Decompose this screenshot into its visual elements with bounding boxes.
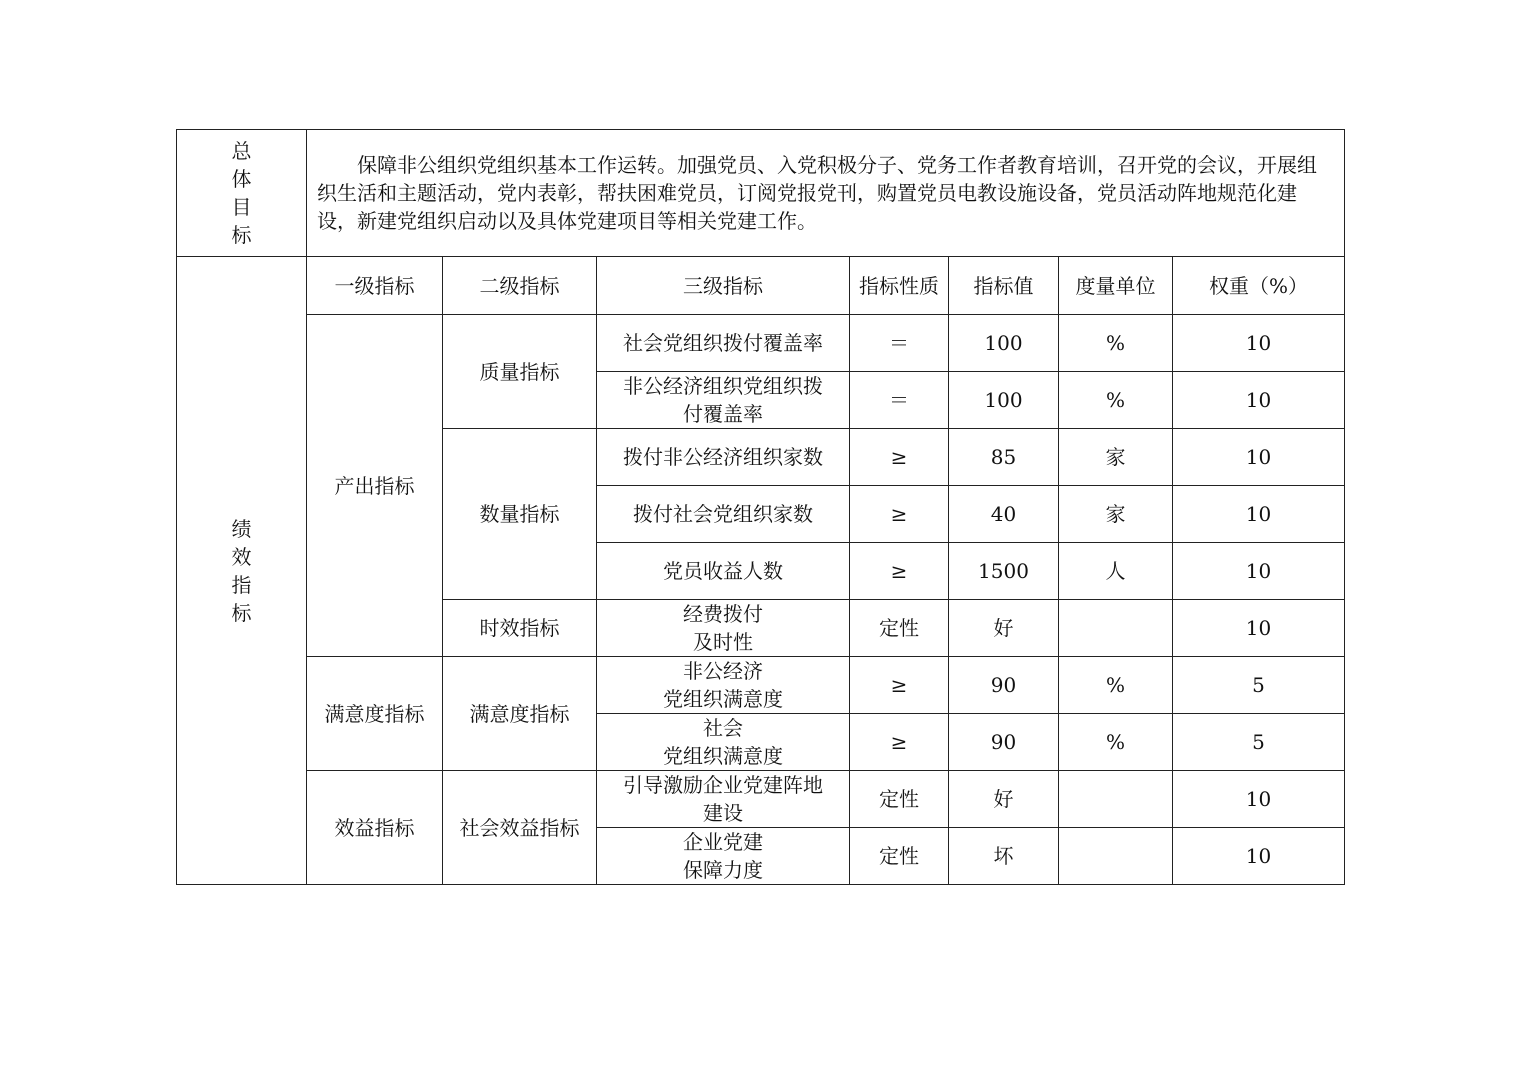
indicators-label-char: 效	[231, 544, 252, 569]
level3-cell	[597, 600, 850, 657]
level2-quantity: 数量指标	[443, 429, 597, 600]
value-cell: 100	[949, 315, 1059, 372]
level2-quality: 质量指标	[443, 315, 597, 429]
level3-line: 及时性	[693, 630, 753, 654]
header-value: 指标值	[949, 257, 1059, 315]
level3-line: 党组织满意度	[663, 744, 783, 768]
weight-cell: 10	[1173, 543, 1345, 600]
level3-line: 建设	[703, 801, 743, 825]
unit-cell	[1059, 600, 1173, 657]
header-nature: 指标性质	[850, 257, 949, 315]
goal-label-char: 体	[231, 167, 252, 191]
unit-cell: %	[1059, 315, 1173, 372]
goal-label-char: 目	[231, 195, 252, 219]
weight-cell: 10	[1173, 771, 1345, 828]
value-cell: 90	[949, 714, 1059, 771]
level3-cell	[597, 372, 850, 429]
nature-cell: ＝	[850, 315, 949, 372]
unit-cell: 家	[1059, 486, 1173, 543]
header-level2: 二级指标	[443, 257, 597, 315]
level3-cell	[597, 771, 850, 828]
level3-line: 拨付社会党组织家数	[633, 502, 813, 526]
table-row	[177, 771, 1345, 828]
indicators-label-char: 绩	[231, 516, 252, 541]
indicators-label	[177, 257, 307, 885]
level3-line: 社会	[703, 716, 743, 740]
nature-cell: 定性	[850, 600, 949, 657]
level1-satisfaction: 满意度指标	[307, 657, 443, 771]
value-cell: 85	[949, 429, 1059, 486]
level3-cell	[597, 543, 850, 600]
level3-line: 党组织满意度	[663, 687, 783, 711]
header-level3: 三级指标	[597, 257, 850, 315]
goal-label-char: 标	[231, 223, 252, 247]
value-cell: 40	[949, 486, 1059, 543]
goal-label	[177, 130, 307, 257]
header-unit: 度量单位	[1059, 257, 1173, 315]
level3-cell	[597, 315, 850, 372]
level3-line: 非公经济	[683, 659, 763, 683]
nature-cell: ≥	[850, 657, 949, 714]
level3-line: 党员收益人数	[663, 559, 783, 583]
nature-cell: ≥	[850, 543, 949, 600]
indicators-label-char: 标	[231, 600, 252, 625]
value-cell: 100	[949, 372, 1059, 429]
level3-line: 保障力度	[683, 858, 763, 882]
unit-cell: %	[1059, 657, 1173, 714]
weight-cell: 10	[1173, 600, 1345, 657]
weight-cell: 10	[1173, 315, 1345, 372]
level2-satisfaction: 满意度指标	[443, 657, 597, 771]
unit-cell: %	[1059, 372, 1173, 429]
value-cell: 好	[949, 600, 1059, 657]
performance-goal-table	[176, 129, 1345, 885]
weight-cell: 10	[1173, 828, 1345, 885]
level1-output: 产出指标	[307, 315, 443, 657]
level3-line: 非公经济组织党组织拨	[623, 374, 823, 398]
unit-cell: 人	[1059, 543, 1173, 600]
indicators-label-char: 指	[231, 572, 252, 597]
unit-cell: %	[1059, 714, 1173, 771]
header-level1: 一级指标	[307, 257, 443, 315]
weight-cell: 10	[1173, 372, 1345, 429]
level1-benefit: 效益指标	[307, 771, 443, 885]
nature-cell: 定性	[850, 828, 949, 885]
level3-line: 经费拨付	[683, 602, 763, 626]
table-row	[177, 315, 1345, 372]
nature-cell: ＝	[850, 372, 949, 429]
value-cell: 坏	[949, 828, 1059, 885]
unit-cell: 家	[1059, 429, 1173, 486]
level2-social-benefit: 社会效益指标	[443, 771, 597, 885]
nature-cell: ≥	[850, 429, 949, 486]
unit-cell	[1059, 828, 1173, 885]
weight-cell: 5	[1173, 714, 1345, 771]
table-row	[177, 657, 1345, 714]
value-cell: 90	[949, 657, 1059, 714]
goal-row	[177, 130, 1345, 257]
header-row	[177, 257, 1345, 315]
level3-cell	[597, 714, 850, 771]
nature-cell: ≥	[850, 714, 949, 771]
goal-label-char: 总	[231, 139, 252, 163]
goal-text: 保障非公组织党组织基本工作运转。加强党员、入党积极分子、党务工作者教育培训，召开党的会议，开展组织生活和主题活动，党内表彰，帮扶困难党员，订阅党报党刊，购置党员电教设施设备，党员活动阵地规范化建设，新建党组织启动以及具体党建项目等相关党建工作。	[307, 130, 1345, 257]
header-weight: 权重（%）	[1173, 257, 1345, 315]
weight-cell: 5	[1173, 657, 1345, 714]
nature-cell: ≥	[850, 486, 949, 543]
value-cell: 1500	[949, 543, 1059, 600]
value-cell: 好	[949, 771, 1059, 828]
level3-line: 企业党建	[683, 830, 763, 854]
level3-cell	[597, 486, 850, 543]
level3-line: 付覆盖率	[683, 402, 763, 426]
weight-cell: 10	[1173, 486, 1345, 543]
level2-timeliness: 时效指标	[443, 600, 597, 657]
level3-cell	[597, 828, 850, 885]
level3-line: 社会党组织拨付覆盖率	[623, 331, 823, 355]
level3-cell	[597, 657, 850, 714]
level3-line: 拨付非公经济组织家数	[623, 445, 823, 469]
unit-cell	[1059, 771, 1173, 828]
weight-cell: 10	[1173, 429, 1345, 486]
nature-cell: 定性	[850, 771, 949, 828]
level3-line: 引导激励企业党建阵地	[623, 773, 823, 797]
level3-cell	[597, 429, 850, 486]
